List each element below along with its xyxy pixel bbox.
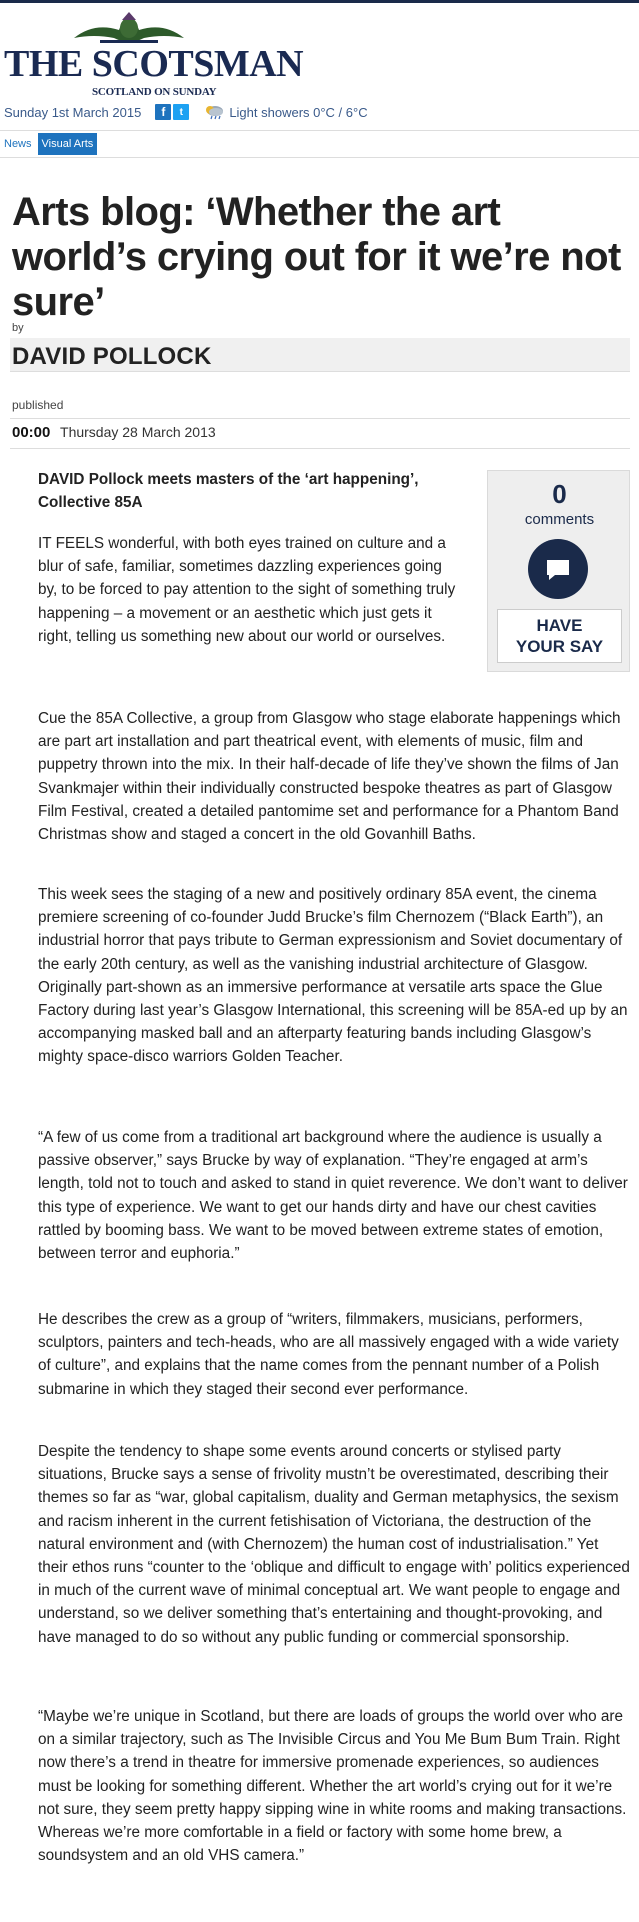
published-label: published — [12, 398, 64, 412]
logo-subtitle: SCOTLAND ON SUNDAY — [92, 86, 217, 98]
logo-title: THE SCOTSMAN — [4, 43, 304, 85]
author-name[interactable]: DAVID POLLOCK — [12, 343, 212, 370]
current-date: Sunday 1st March 2015 — [4, 104, 142, 120]
article-paragraph: Cue the 85A Collective, a group from Glasgow who stage elaborate happenings which are part art installation and part theatrical event, with elements of music, film and puppetry thrown into the mix. In their half-decade of life they’ve shown the films of Jan Svankmajer within their individually constructed bespoke theatres as part of Glasgow Film Festival, created a detailed pantomime set and performance for a Phantom Band Christmas show and staged a concert in the old Govanhill Baths. — [38, 710, 621, 844]
article-headline: Arts blog: ‘Whether the art world’s crying out for it we’re not sure’ — [12, 190, 621, 324]
comments-label: comments — [524, 511, 595, 528]
weather-text: Light showers 0°C / 6°C — [229, 104, 368, 120]
divider — [10, 448, 630, 449]
breadcrumb — [0, 130, 639, 158]
have-your-say-button[interactable] — [497, 609, 622, 663]
masthead-logo[interactable] — [0, 10, 320, 98]
facebook-icon[interactable]: f — [155, 104, 171, 120]
published-datetime — [12, 424, 216, 441]
author-bar — [10, 338, 630, 372]
breadcrumb-visual-arts[interactable]: Visual Arts — [38, 133, 98, 155]
comments-count: 0 — [552, 479, 567, 509]
article-paragraph: “A few of us come from a traditional art background where the audience is usually a passive observer,” says Brucke by way of explanation. “They’re engaged at arm’s length, told not to touch and asked to stand in quiet reverence. We don’t want to deliver this type of experience. We want to get our hands dirty and have our chest cavities rattled by booming bass. We want to be moved between extreme states of emotion, between terror and euphoria.” — [38, 1129, 628, 1263]
have-your-say-line2: YOUR SAY — [515, 637, 604, 656]
article-paragraph: This week sees the staging of a new and positively ordinary 85A event, the cinema premiere screening of co-founder Judd Brucke’s film Chernozem (“Black Earth”), an industrial horror that pays tribute to German expressionism and Soviet documentary of the early 20th century, as well as the vanishing industrial architecture of Glasgow. Originally part-shown as an immersive performance at versatile arts space the Glue Factory during last year’s Glasgow International, this screening will be 85A-ed up by an accompanying masked ball and an afterparty featuring bands including Glasgow’s mighty space-disco warriors Golden Teacher. — [38, 886, 628, 1066]
article-paragraph: Despite the tendency to shape some events around concerts or stylised party situations, Brucke says a sense of frivolity mustn’t be overestimated, describing their themes so far as “war, global capitalism, duality and German metaphysics, the sexism and racism inherent in the current fetishisation of Victoriana, the destruction of the natural environment and (with Chernozem) the human cost of industrialisation.” Yet their ethos runs “counter to the ‘oblique and difficult to engage with’ politics experienced in much of the current wave of minimal conceptual art. We want people to engage and understand, so we deliver something that’s entertaining and thought-provoking, and have managed to do so without any public funding or commercial sponsorship. — [38, 1443, 630, 1646]
divider — [10, 418, 630, 419]
published-time: 00:00 — [12, 424, 51, 441]
article-intro: DAVID Pollock meets masters of the ‘art happening’, Collective 85A — [38, 471, 419, 512]
thistle-emblem-icon — [64, 12, 194, 46]
dateline — [4, 102, 368, 122]
weather-showers-icon — [203, 104, 225, 120]
breadcrumb-news[interactable]: News — [4, 138, 32, 150]
comment-bubble-icon[interactable] — [528, 539, 588, 599]
article-paragraph: IT FEELS wonderful, with both eyes trained on culture and a blur of safe, familiar, sometimes dazzling experiences going by, to be forced to pay attention to the sight of something truly happening – a movement or an aesthetic which just gets it right, telling us something new about our world or ourselves. — [38, 535, 456, 645]
article-paragraph: He describes the crew as a group of “writers, filmmakers, musicians, performers, sculptors, painters and tech-heads, who are all massively engaged with a wide variety of culture”, and explains that the name comes from the pennant number of a Polish submarine in which they staged their second ever performance. — [38, 1311, 619, 1398]
comments-widget — [487, 470, 630, 672]
article-paragraph: “Maybe we’re unique in Scotland, but there are loads of groups the world over who are on a similar trajectory, such as The Invisible Circus and You Me Bum Bum Train. Right now there’s a trend in theatre for immersive promenade experiences, so audiences must be looking for something different. Whether the art world’s crying out for it we’re not sure, they seem pretty happy sipping wine in white rooms and making transactions. Whereas we’re more comfortable in a field or factory with some home brew, a soundsystem and an old VHS camera.” — [38, 1708, 627, 1865]
have-your-say-line1: HAVE — [536, 616, 583, 635]
published-date: Thursday 28 March 2013 — [60, 424, 216, 440]
twitter-icon[interactable]: t — [173, 104, 189, 120]
byline-label: by — [12, 322, 24, 334]
top-border — [0, 0, 639, 3]
